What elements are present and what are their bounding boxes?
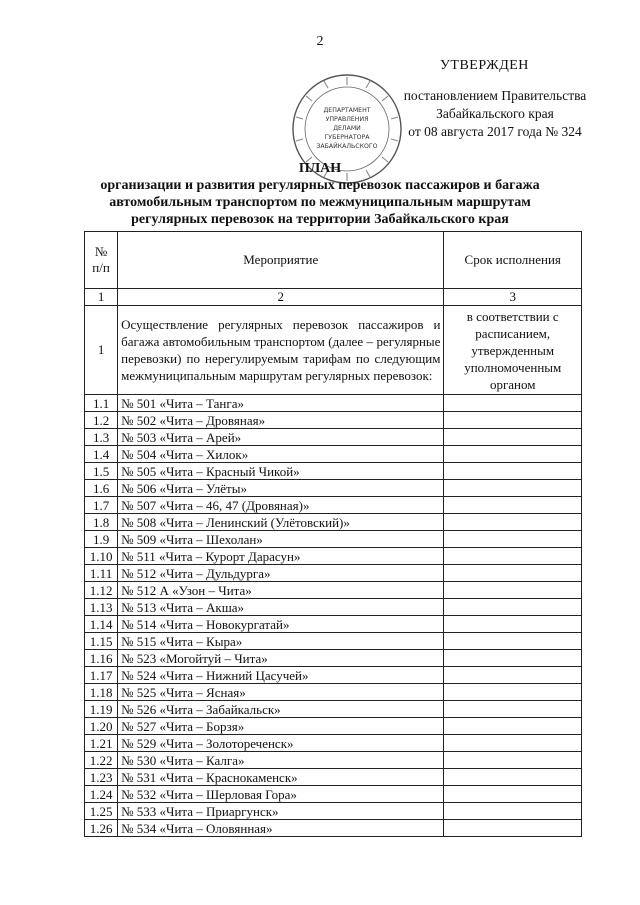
row-number: 1.26 [85, 820, 118, 837]
row-number: 1.20 [85, 718, 118, 735]
row-deadline-empty [444, 633, 582, 650]
row-number: 1.13 [85, 599, 118, 616]
row-route: № 533 «Чита – Приаргунск» [118, 803, 444, 820]
row-route: № 508 «Чита – Ленинский (Улётовский)» [118, 514, 444, 531]
row-deadline-empty [444, 803, 582, 820]
row-number: 1.9 [85, 531, 118, 548]
row-number: 1 [85, 306, 118, 395]
title-line-2: организации и развития регулярных перевозок пассажиров и багажа [100, 178, 540, 193]
table-row [85, 582, 582, 599]
row-number: 1.19 [85, 701, 118, 718]
row-number: 1.11 [85, 565, 118, 582]
table-row [85, 667, 582, 684]
row-number: 1.23 [85, 769, 118, 786]
approval-line-3: от 08 августа 2017 года № 324 [408, 124, 582, 139]
row-route: № 505 «Чита – Красный Чикой» [118, 463, 444, 480]
approval-line-2: Забайкальского края [436, 106, 554, 121]
row-route: № 501 «Чита – Танга» [118, 395, 444, 412]
table-row [85, 429, 582, 446]
row-number: 1.14 [85, 616, 118, 633]
title-line-3: автомобильным транспортом по межмуниципальным маршрутам [109, 195, 531, 210]
row-route: № 530 «Чита – Калга» [118, 752, 444, 769]
row-number: 1.24 [85, 786, 118, 803]
row-deadline: в соответствии с расписанием, утвержденным уполномоченным органом [444, 306, 582, 395]
row-route: № 529 «Чита – Золотореченск» [118, 735, 444, 752]
title-plan: ПЛАН [298, 161, 342, 176]
table-row [85, 616, 582, 633]
row-route: № 524 «Чита – Нижний Цасучей» [118, 667, 444, 684]
row-deadline-empty [444, 769, 582, 786]
row-deadline-empty [444, 701, 582, 718]
row-route: № 503 «Чита – Арей» [118, 429, 444, 446]
table-row [85, 650, 582, 667]
table-row [85, 803, 582, 820]
row-number: 1.22 [85, 752, 118, 769]
table-row [85, 565, 582, 582]
stamp-line-5: ЗАБАЙКАЛЬСКОГО [316, 143, 378, 150]
row-deadline-empty [444, 497, 582, 514]
column-numbers-row [85, 289, 582, 306]
row-number: 1.10 [85, 548, 118, 565]
stamp-line-2: УПРАВЛЕНИЯ [325, 116, 369, 123]
row-route: № 523 «Могойтуй – Чита» [118, 650, 444, 667]
row-deadline-empty [444, 446, 582, 463]
table-row [85, 497, 582, 514]
row-number: 1.6 [85, 480, 118, 497]
row-deadline-empty [444, 752, 582, 769]
row-number: 1.21 [85, 735, 118, 752]
row-deadline-empty [444, 480, 582, 497]
table-row [85, 306, 582, 395]
row-deadline-empty [444, 599, 582, 616]
header-deadline: Срок исполнения [444, 232, 582, 289]
column-number: 1 [85, 289, 118, 306]
row-route: № 513 «Чита – Акша» [118, 599, 444, 616]
row-number: 1.18 [85, 684, 118, 701]
row-deadline-empty [444, 684, 582, 701]
row-number: 1.8 [85, 514, 118, 531]
header-number-abbr: п/п [92, 260, 110, 275]
row-route: № 514 «Чита – Новокургатай» [118, 616, 444, 633]
row-deadline-empty [444, 650, 582, 667]
table-row [85, 752, 582, 769]
row-deadline-empty [444, 616, 582, 633]
row-number: 1.1 [85, 395, 118, 412]
table-row [85, 412, 582, 429]
row-route: № 515 «Чита – Кыра» [118, 633, 444, 650]
column-number: 2 [118, 289, 444, 306]
column-number: 3 [444, 289, 582, 306]
row-route: № 509 «Чита – Шехолан» [118, 531, 444, 548]
row-deadline-empty [444, 412, 582, 429]
table-row [85, 684, 582, 701]
stamp-line-3: ДЕЛАМИ [333, 125, 361, 132]
row-deadline-empty [444, 718, 582, 735]
row-route: № 507 «Чита – 46, 47 (Дровяная)» [118, 497, 444, 514]
row-route: № 532 «Чита – Шерловая Гора» [118, 786, 444, 803]
row-deadline-empty [444, 667, 582, 684]
row-route: № 512 А «Узон – Чита» [118, 582, 444, 599]
approval-heading: УТВЕРЖДЕН [440, 58, 529, 73]
row-deadline-empty [444, 565, 582, 582]
stamp-line-4: ГУБЕРНАТОРА [324, 134, 370, 141]
table-row [85, 514, 582, 531]
table-row [85, 735, 582, 752]
table-row [85, 446, 582, 463]
document-title [0, 160, 640, 228]
page-number: 2 [316, 34, 324, 49]
table-row [85, 548, 582, 565]
row-deadline-empty [444, 463, 582, 480]
row-number: 1.15 [85, 633, 118, 650]
row-number: 1.2 [85, 412, 118, 429]
table-row [85, 599, 582, 616]
row-deadline-empty [444, 548, 582, 565]
row-route: № 534 «Чита – Оловянная» [118, 820, 444, 837]
stamp-line-1: ДЕПАРТАМЕНТ [323, 107, 371, 114]
row-number: 1.7 [85, 497, 118, 514]
row-number: 1.4 [85, 446, 118, 463]
table-row [85, 820, 582, 837]
table-row [85, 718, 582, 735]
row-route: № 504 «Чита – Хилок» [118, 446, 444, 463]
row-route: № 502 «Чита – Дровяная» [118, 412, 444, 429]
header-number [85, 232, 118, 289]
table-row [85, 786, 582, 803]
table-row [85, 701, 582, 718]
row-route: № 512 «Чита – Дульдурга» [118, 565, 444, 582]
row-event: Осуществление регулярных перевозок пассажиров и багажа автомобильным транспортом (далее – регулярные перевозки) по нерегулируемым тарифам по следующим межмуниципальным маршрутам регулярных перевозок: [118, 306, 444, 395]
row-route: № 511 «Чита – Курорт Дарасун» [118, 548, 444, 565]
table-row [85, 395, 582, 412]
row-number: 1.5 [85, 463, 118, 480]
row-number: 1.12 [85, 582, 118, 599]
approval-line-1: постановлением Правительства [403, 88, 587, 103]
title-line-4: регулярных перевозок на территории Забайкальского края [131, 212, 509, 227]
row-number: 1.25 [85, 803, 118, 820]
table-row [85, 769, 582, 786]
row-number: 1.3 [85, 429, 118, 446]
table-row [85, 531, 582, 548]
row-number: 1.16 [85, 650, 118, 667]
row-deadline-empty [444, 820, 582, 837]
approval-block [386, 87, 604, 141]
row-route: № 506 «Чита – Улёты» [118, 480, 444, 497]
table-header-row [85, 232, 582, 289]
row-deadline-empty [444, 531, 582, 548]
row-deadline-empty [444, 395, 582, 412]
table-row [85, 463, 582, 480]
row-route: № 526 «Чита – Забайкальск» [118, 701, 444, 718]
row-deadline-empty [444, 735, 582, 752]
header-number-sign: № [94, 244, 108, 259]
row-route: № 525 «Чита – Ясная» [118, 684, 444, 701]
header-event: Мероприятие [118, 232, 444, 289]
table-row [85, 633, 582, 650]
row-deadline-empty [444, 429, 582, 446]
table-row [85, 480, 582, 497]
row-deadline-empty [444, 786, 582, 803]
row-deadline-empty [444, 514, 582, 531]
row-number: 1.17 [85, 667, 118, 684]
row-deadline-empty [444, 582, 582, 599]
row-route: № 527 «Чита – Борзя» [118, 718, 444, 735]
plan-table [84, 231, 582, 837]
row-route: № 531 «Чита – Краснокаменск» [118, 769, 444, 786]
